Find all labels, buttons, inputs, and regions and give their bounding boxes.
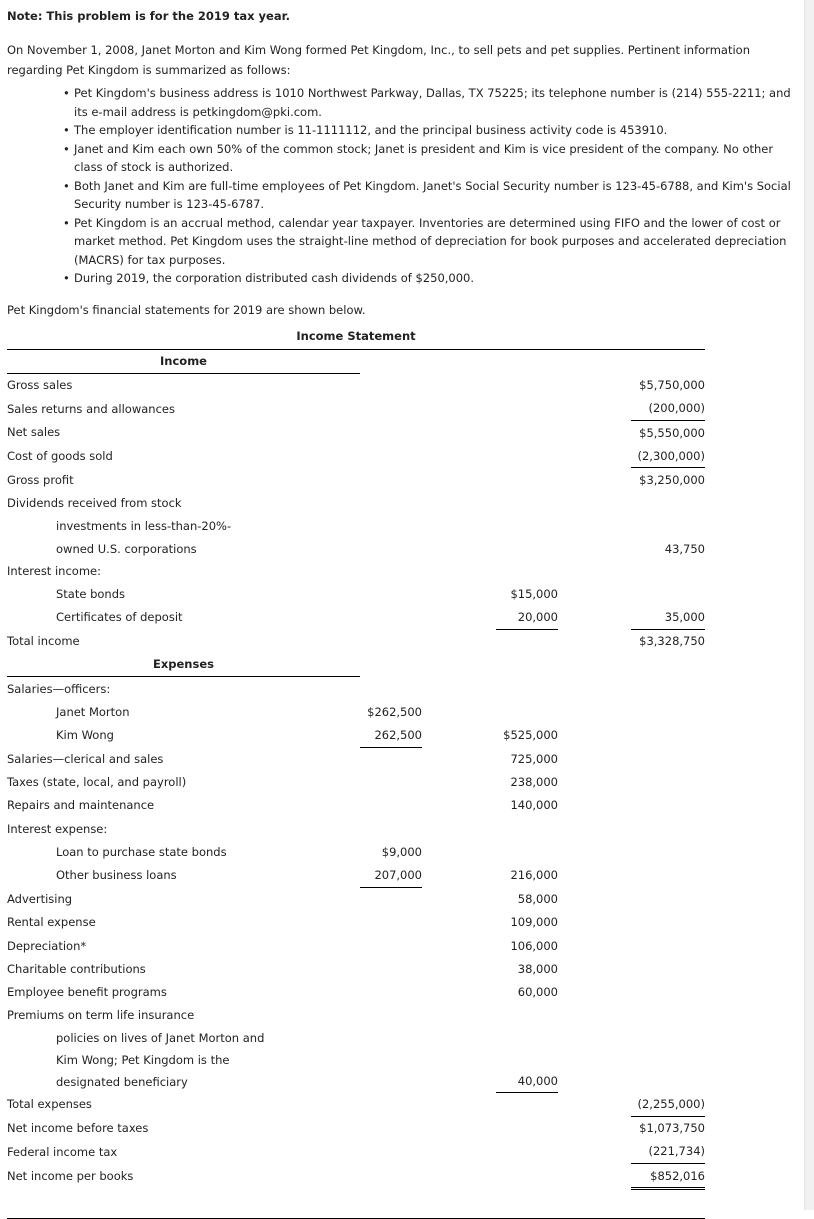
row-label: Loan to purchase state bonds	[56, 844, 227, 859]
amount-col-2	[496, 373, 558, 397]
spacer	[558, 1140, 631, 1164]
spacer	[558, 676, 631, 700]
spacer	[558, 468, 631, 492]
spacer	[558, 1071, 631, 1093]
amount-col-1	[360, 980, 422, 1003]
row-label: Total income	[7, 633, 80, 648]
spacer	[422, 350, 496, 374]
amount-col-2	[496, 700, 558, 723]
spacer	[558, 653, 631, 677]
spacer	[422, 1164, 496, 1189]
amount-col-1	[360, 444, 422, 468]
spacer	[422, 605, 496, 629]
amount-col-3	[631, 911, 705, 934]
financials-intro: Pet Kingdom's financial statements for 2019 are shown below.	[7, 302, 366, 317]
amount-col-1	[360, 911, 422, 934]
amount-col-1	[360, 1050, 422, 1071]
amount-col-3	[631, 492, 705, 515]
row-label: Net sales	[7, 425, 61, 440]
amount-col-3: $1,073,750	[639, 1121, 705, 1136]
fact-item: • Pet Kingdom's business address is 1010 Northwest Parkway, Dallas, TX 75225; its telephone number is (214) 555-2211; and its e-mail address is petkingdom@pki.com.	[7, 84, 797, 121]
spacer	[422, 468, 496, 492]
amount-col-3	[631, 817, 705, 840]
amount-col-1	[360, 1140, 422, 1164]
spacer	[558, 350, 631, 374]
spacer	[558, 1050, 631, 1071]
table-row	[7, 676, 705, 700]
amount-col-2	[496, 397, 558, 421]
statement-title: Income Statement	[7, 328, 705, 350]
table-row	[7, 444, 705, 468]
row-label: Net income per books	[7, 1169, 134, 1184]
spacer	[422, 1140, 496, 1164]
amount-col-2	[496, 1116, 558, 1140]
row-label: Salaries—officers:	[7, 681, 111, 696]
row-label: owned U.S. corporations	[56, 541, 197, 556]
spacer	[558, 421, 631, 445]
amount-col-3	[631, 980, 705, 1003]
amount-col-2: 58,000	[517, 891, 558, 906]
amount-col-3: $3,250,000	[639, 473, 705, 488]
amount-col-2: 60,000	[517, 984, 558, 999]
row-label: Kim Wong; Pet Kingdom is the	[56, 1053, 230, 1068]
amount-col-2	[496, 350, 558, 374]
table-row	[7, 468, 705, 492]
table-row	[7, 373, 705, 397]
amount-col-2	[496, 492, 558, 515]
spacer	[558, 582, 631, 605]
amount-col-2: 238,000	[510, 775, 558, 790]
table-row	[7, 911, 705, 934]
table-row	[7, 1027, 705, 1050]
spacer	[422, 934, 496, 957]
amount-col-1	[360, 1004, 422, 1027]
spacer	[422, 492, 496, 515]
table-row	[7, 538, 705, 559]
spacer	[422, 538, 496, 559]
row-label: investments in less-than-20%-	[56, 519, 232, 534]
fact-item: • Janet and Kim each own 50% of the common stock; Janet is president and Kim is vice president of the company. No other class of stock is authorized.	[7, 140, 797, 177]
amount-col-1	[360, 817, 422, 840]
problem-content	[7, 0, 797, 1219]
spacer	[558, 934, 631, 957]
spacer	[422, 747, 496, 771]
row-label: Total expenses	[7, 1097, 92, 1112]
amount-col-3: $5,750,000	[639, 378, 705, 393]
spacer	[558, 771, 631, 794]
table-row	[7, 515, 705, 538]
amount-col-1	[360, 582, 422, 605]
spacer	[422, 840, 496, 863]
spacer	[558, 1027, 631, 1050]
spacer	[422, 444, 496, 468]
amount-col-1	[360, 350, 422, 374]
spacer	[558, 863, 631, 887]
table-row	[7, 957, 705, 980]
spacer	[558, 957, 631, 980]
spacer	[558, 1164, 631, 1189]
spacer	[422, 911, 496, 934]
row-label: Rental expense	[7, 915, 96, 930]
row-label: Premiums on term life insurance	[7, 1008, 195, 1023]
spacer	[558, 794, 631, 817]
spacer	[422, 771, 496, 794]
table-row	[7, 629, 705, 653]
amount-col-3	[631, 1027, 705, 1050]
amount-col-2: 216,000	[510, 868, 558, 883]
amount-col-2: 38,000	[517, 961, 558, 976]
row-label: policies on lives of Janet Morton and	[56, 1031, 265, 1046]
amount-col-3: $5,550,000	[639, 425, 705, 440]
spacer	[422, 421, 496, 445]
spacer	[422, 629, 496, 653]
table-row	[7, 887, 705, 911]
row-label: Dividends received from stock	[7, 496, 182, 511]
amount-col-2	[496, 444, 558, 468]
amount-col-2	[496, 817, 558, 840]
table-row	[7, 397, 705, 421]
amount-col-1	[360, 1116, 422, 1140]
amount-col-3	[631, 957, 705, 980]
intro-paragraph: On November 1, 2008, Janet Morton and Kim Wong formed Pet Kingdom, Inc., to sell pets and pet supplies. Pertinent information regarding Pet Kingdom is summarized as follows:	[7, 43, 750, 77]
table-row	[7, 747, 705, 771]
amount-col-2	[496, 1140, 558, 1164]
amount-col-3: 43,750	[664, 541, 705, 556]
section-header-row	[7, 653, 705, 677]
amount-col-2	[496, 653, 558, 677]
spacer	[558, 559, 631, 582]
table-row	[7, 1140, 705, 1164]
amount-col-2	[496, 468, 558, 492]
amount-col-3	[631, 1004, 705, 1027]
table-row	[7, 817, 705, 840]
section-header: Expenses	[7, 653, 360, 677]
spacer	[558, 1092, 631, 1116]
amount-col-3	[631, 582, 705, 605]
amount-col-3	[631, 1050, 705, 1071]
amount-col-1	[360, 538, 422, 559]
spacer	[422, 980, 496, 1003]
facts-list	[7, 84, 797, 288]
spacer	[558, 515, 631, 538]
table-row	[7, 1050, 705, 1071]
amount-col-3	[631, 559, 705, 582]
row-label: Repairs and maintenance	[7, 798, 155, 813]
amount-col-1	[360, 397, 422, 421]
row-label: Depreciation*	[7, 938, 87, 953]
spacer	[422, 1004, 496, 1027]
amount-col-3	[631, 723, 705, 747]
table-row	[7, 582, 705, 605]
amount-col-2: $15,000	[510, 586, 558, 601]
amount-col-1	[360, 771, 422, 794]
amount-col-1	[360, 421, 422, 445]
table-row	[7, 421, 705, 445]
spacer	[422, 1027, 496, 1050]
spacer	[558, 492, 631, 515]
spacer	[558, 747, 631, 771]
section-header-row	[7, 350, 705, 374]
tax-year-note: Note: This problem is for the 2019 tax year.	[7, 9, 291, 23]
amount-col-1	[360, 559, 422, 582]
amount-col-3: 35,000	[631, 605, 705, 629]
table-row	[7, 1004, 705, 1027]
row-label: State bonds	[56, 586, 126, 601]
spacer	[422, 559, 496, 582]
amount-col-2	[496, 1004, 558, 1027]
spacer	[558, 700, 631, 723]
row-label: Salaries—clerical and sales	[7, 751, 164, 766]
amount-col-3	[631, 771, 705, 794]
amount-col-3	[631, 676, 705, 700]
amount-col-3	[631, 1071, 705, 1093]
amount-col-1	[360, 492, 422, 515]
table-row	[7, 1164, 705, 1189]
spacer	[422, 863, 496, 887]
amount-col-2	[496, 559, 558, 582]
amount-col-1	[360, 605, 422, 629]
row-label: Sales returns and allowances	[7, 401, 175, 416]
row-label: Advertising	[7, 891, 73, 906]
row-label: Interest income:	[7, 563, 101, 578]
spacer	[422, 957, 496, 980]
amount-col-3	[631, 863, 705, 887]
spacer	[558, 538, 631, 559]
row-label: Janet Morton	[56, 704, 130, 719]
amount-col-1	[360, 653, 422, 677]
spacer	[558, 373, 631, 397]
amount-col-2	[496, 1164, 558, 1189]
amount-col-3: $3,328,750	[639, 634, 705, 649]
amount-col-2: 20,000	[496, 605, 558, 629]
table-row	[7, 794, 705, 817]
fact-item: • Pet Kingdom is an accrual method, calendar year taxpayer. Inventories are determined using FIFO and the lower of cost or market method. Pet Kingdom uses the straight-line method of depreciation for book purposes and accelerated depreciation (MACRS) for tax purposes.	[7, 214, 797, 270]
table-row	[7, 840, 705, 863]
spacer	[558, 605, 631, 629]
spacer	[558, 840, 631, 863]
table-row	[7, 1092, 705, 1116]
amount-col-1: $9,000	[381, 844, 422, 859]
section-header: Income	[7, 350, 360, 374]
income-statement-table	[7, 350, 705, 1191]
spacer	[422, 653, 496, 677]
spacer	[558, 723, 631, 747]
amount-col-2	[496, 515, 558, 538]
amount-col-3: (2,300,000)	[631, 444, 705, 468]
amount-col-1	[360, 1071, 422, 1093]
table-row	[7, 980, 705, 1003]
fact-item: • Both Janet and Kim are full-time employees of Pet Kingdom. Janet's Social Security number is 123-45-6788, and Kim's Social Security number is 123-45-6787.	[7, 177, 797, 214]
row-label: Kim Wong	[56, 728, 114, 743]
table-row	[7, 700, 705, 723]
amount-col-1	[360, 1092, 422, 1116]
table-row	[7, 605, 705, 629]
spacer	[558, 444, 631, 468]
spacer	[422, 887, 496, 911]
amount-col-1	[360, 629, 422, 653]
row-label: Federal income tax	[7, 1144, 118, 1159]
amount-col-1	[360, 1164, 422, 1189]
amount-col-3	[631, 653, 705, 677]
fact-item: • The employer identification number is 11-1111112, and the principal business activity code is 453910.	[7, 121, 797, 140]
spacer	[558, 887, 631, 911]
row-label: Employee benefit programs	[7, 984, 167, 999]
amount-col-2	[496, 1050, 558, 1071]
amount-col-2: 40,000	[496, 1071, 558, 1093]
amount-col-3	[631, 700, 705, 723]
amount-col-3: $852,016	[631, 1164, 705, 1189]
fact-item: • During 2019, the corporation distributed cash dividends of $250,000.	[7, 269, 797, 288]
row-label: Interest expense:	[7, 821, 108, 836]
amount-col-1	[360, 887, 422, 911]
amount-col-3: (200,000)	[631, 397, 705, 421]
amount-col-2	[496, 629, 558, 653]
amount-col-3	[631, 515, 705, 538]
amount-col-2: 106,000	[510, 938, 558, 953]
spacer	[422, 700, 496, 723]
spacer	[422, 723, 496, 747]
amount-col-1	[360, 468, 422, 492]
row-label: Charitable contributions	[7, 961, 146, 976]
amount-col-2	[496, 538, 558, 559]
table-row	[7, 559, 705, 582]
amount-col-1	[360, 1027, 422, 1050]
amount-col-1	[360, 957, 422, 980]
amount-col-1: 207,000	[360, 863, 422, 887]
spacer	[422, 397, 496, 421]
row-label: Cost of goods sold	[7, 449, 113, 464]
row-label: Taxes (state, local, and payroll)	[7, 775, 187, 790]
row-label: Other business loans	[56, 868, 177, 883]
table-row	[7, 723, 705, 747]
amount-col-3	[631, 934, 705, 957]
spacer	[422, 817, 496, 840]
spacer	[558, 1116, 631, 1140]
amount-col-3	[631, 747, 705, 771]
spacer	[422, 794, 496, 817]
amount-col-2: 140,000	[510, 798, 558, 813]
table-row	[7, 771, 705, 794]
spacer	[422, 1071, 496, 1093]
table-row	[7, 492, 705, 515]
amount-col-3	[631, 887, 705, 911]
spacer	[558, 1004, 631, 1027]
spacer	[422, 676, 496, 700]
amount-col-1: $262,500	[367, 704, 422, 719]
amount-col-1: 262,500	[360, 723, 422, 747]
table-row	[7, 1071, 705, 1093]
amount-col-3: (221,734)	[631, 1140, 705, 1164]
row-label: Net income before taxes	[7, 1120, 149, 1135]
amount-col-2: 109,000	[510, 915, 558, 930]
spacer	[422, 373, 496, 397]
amount-col-2	[496, 840, 558, 863]
amount-col-2	[496, 676, 558, 700]
table-row	[7, 1116, 705, 1140]
spacer	[422, 1050, 496, 1071]
amount-col-1	[360, 747, 422, 771]
amount-col-1	[360, 515, 422, 538]
spacer	[422, 1092, 496, 1116]
row-label: Certificates of deposit	[56, 610, 183, 625]
spacer	[558, 980, 631, 1003]
spacer	[422, 1116, 496, 1140]
amount-col-2	[496, 1027, 558, 1050]
amount-col-2: $525,000	[503, 728, 558, 743]
amount-col-3: (2,255,000)	[631, 1092, 705, 1116]
spacer	[558, 911, 631, 934]
spacer	[422, 515, 496, 538]
spacer	[558, 817, 631, 840]
amount-col-2	[496, 421, 558, 445]
table-row	[7, 934, 705, 957]
amount-col-1	[360, 373, 422, 397]
table-row	[7, 863, 705, 887]
amount-col-1	[360, 794, 422, 817]
row-label: Gross sales	[7, 378, 73, 393]
row-label: designated beneficiary	[56, 1074, 188, 1089]
spacer	[558, 397, 631, 421]
amount-col-3	[631, 350, 705, 374]
amount-col-2: 725,000	[510, 751, 558, 766]
amount-col-1	[360, 676, 422, 700]
amount-col-3	[631, 840, 705, 863]
amount-col-1	[360, 934, 422, 957]
row-label: Gross profit	[7, 472, 74, 487]
amount-col-2	[496, 1092, 558, 1116]
spacer	[422, 582, 496, 605]
scrollbar[interactable]	[804, 0, 814, 1210]
amount-col-3	[631, 794, 705, 817]
spacer	[558, 629, 631, 653]
